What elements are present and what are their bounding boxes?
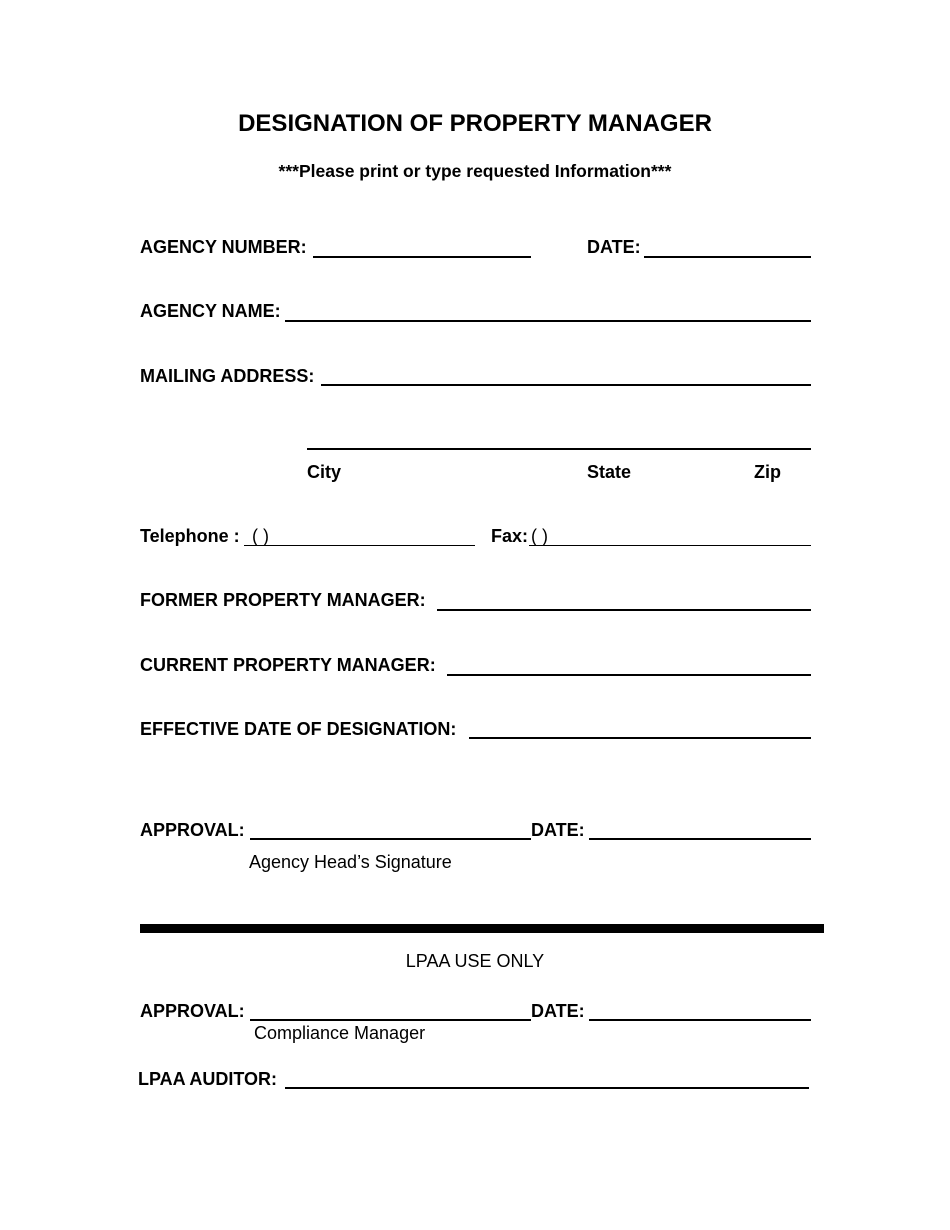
effective-date-field[interactable] xyxy=(469,737,811,739)
agency-number-label: AGENCY NUMBER: xyxy=(140,237,307,257)
city-state-zip-field[interactable] xyxy=(307,448,811,450)
effective-date-label: EFFECTIVE DATE OF DESIGNATION: xyxy=(140,719,457,739)
city-caption: City xyxy=(307,462,342,482)
state-caption: State xyxy=(587,462,632,482)
agency-name-field[interactable] xyxy=(285,320,811,322)
agency-name-label: AGENCY NAME: xyxy=(140,301,281,321)
lpaa-date-field[interactable] xyxy=(589,1019,811,1021)
date-field[interactable] xyxy=(644,256,811,258)
current-manager-label: CURRENT PROPERTY MANAGER: xyxy=(140,655,436,675)
lpaa-approval-label: APPROVAL: xyxy=(140,1001,245,1021)
mailing-address-label: MAILING ADDRESS: xyxy=(140,366,315,386)
lpaa-auditor-field[interactable] xyxy=(285,1087,809,1089)
date-label: DATE: xyxy=(587,237,641,257)
lpaa-approval-field[interactable] xyxy=(250,1019,531,1021)
former-manager-field[interactable] xyxy=(437,609,811,611)
page-title: DESIGNATION OF PROPERTY MANAGER xyxy=(238,110,712,137)
section-divider xyxy=(140,924,824,933)
signature-caption: Agency Head’s Signature xyxy=(249,852,452,872)
fax-field[interactable] xyxy=(529,545,811,546)
mailing-address-field[interactable] xyxy=(321,384,811,386)
agency-number-field[interactable] xyxy=(313,256,531,258)
lpaa-heading: LPAA USE ONLY xyxy=(405,951,545,971)
zip-caption: Zip xyxy=(754,462,781,482)
telephone-label: Telephone : xyxy=(140,526,240,546)
instruction-text: ***Please print or type requested Information*** xyxy=(278,161,672,181)
compliance-caption: Compliance Manager xyxy=(254,1023,426,1043)
lpaa-auditor-label: LPAA AUDITOR: xyxy=(138,1069,277,1089)
approval-date-label: DATE: xyxy=(531,820,585,840)
fax-area-code: ( ) xyxy=(531,526,548,546)
current-manager-field[interactable] xyxy=(447,674,811,676)
approval-label: APPROVAL: xyxy=(140,820,245,840)
fax-label: Fax: xyxy=(491,526,529,546)
telephone-area-code: ( ) xyxy=(252,526,269,546)
lpaa-date-label: DATE: xyxy=(531,1001,585,1021)
former-manager-label: FORMER PROPERTY MANAGER: xyxy=(140,590,426,610)
approval-signature-field[interactable] xyxy=(250,838,531,840)
telephone-field[interactable] xyxy=(244,545,475,546)
approval-date-field[interactable] xyxy=(589,838,811,840)
